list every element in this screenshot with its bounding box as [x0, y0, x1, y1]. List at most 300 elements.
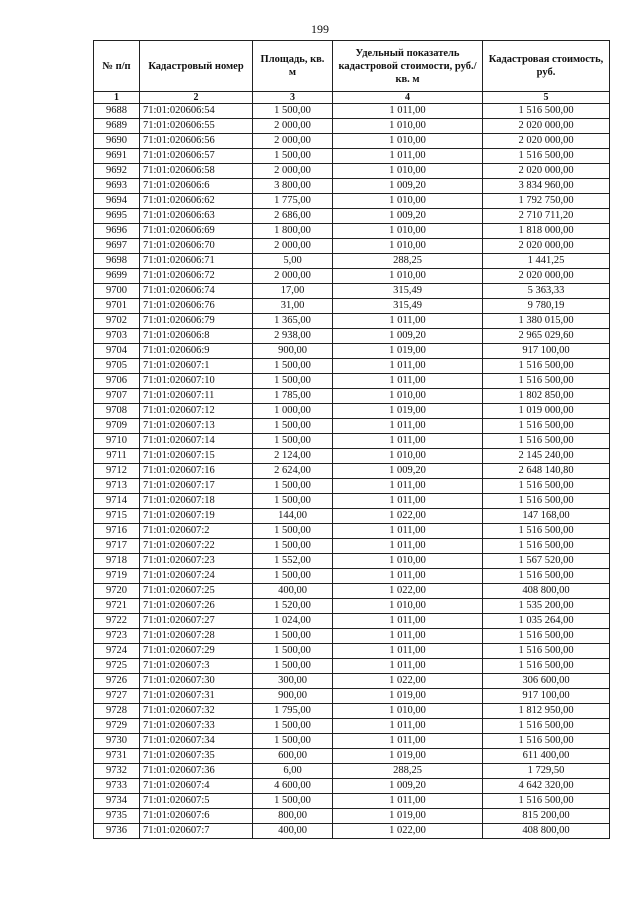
cell-row-number: 9692 — [94, 164, 140, 179]
cell-cadastral-value: 1 516 500,00 — [483, 434, 610, 449]
cell-cadastral-number: 71:01:020607:5 — [140, 794, 253, 809]
cell-row-number: 9734 — [94, 794, 140, 809]
cell-row-number: 9733 — [94, 779, 140, 794]
cell-specific-value: 1 009,20 — [333, 179, 483, 194]
cell-area: 2 000,00 — [253, 119, 333, 134]
cell-specific-value: 1 011,00 — [333, 149, 483, 164]
cell-row-number: 9701 — [94, 299, 140, 314]
table-row — [94, 284, 610, 299]
cell-cadastral-value: 1 516 500,00 — [483, 359, 610, 374]
table-row — [94, 134, 610, 149]
cell-area: 1 500,00 — [253, 644, 333, 659]
table-row — [94, 809, 610, 824]
cell-area: 4 600,00 — [253, 779, 333, 794]
cell-cadastral-value: 306 600,00 — [483, 674, 610, 689]
cell-specific-value: 1 010,00 — [333, 389, 483, 404]
cell-cadastral-value: 815 200,00 — [483, 809, 610, 824]
cell-area: 900,00 — [253, 344, 333, 359]
cell-row-number: 9690 — [94, 134, 140, 149]
table-row — [94, 344, 610, 359]
cell-row-number: 9700 — [94, 284, 140, 299]
table-row — [94, 674, 610, 689]
cell-row-number: 9694 — [94, 194, 140, 209]
table-row — [94, 359, 610, 374]
cell-area: 1 500,00 — [253, 719, 333, 734]
table-row — [94, 149, 610, 164]
cell-cadastral-value: 1 818 000,00 — [483, 224, 610, 239]
cell-cadastral-number: 71:01:020607:10 — [140, 374, 253, 389]
cell-cadastral-value: 1 516 500,00 — [483, 539, 610, 554]
table-row — [94, 614, 610, 629]
cell-specific-value: 1 011,00 — [333, 374, 483, 389]
cell-cadastral-number: 71:01:020606:79 — [140, 314, 253, 329]
cell-row-number: 9696 — [94, 224, 140, 239]
header-row-number: № п/п — [94, 41, 140, 92]
cell-area: 400,00 — [253, 824, 333, 839]
cell-area: 2 000,00 — [253, 134, 333, 149]
cell-area: 1 552,00 — [253, 554, 333, 569]
cell-specific-value: 1 010,00 — [333, 119, 483, 134]
cell-cadastral-value: 1 729,50 — [483, 764, 610, 779]
cell-area: 1 365,00 — [253, 314, 333, 329]
cell-cadastral-number: 71:01:020606:69 — [140, 224, 253, 239]
cell-area: 1 520,00 — [253, 599, 333, 614]
cell-specific-value: 1 010,00 — [333, 134, 483, 149]
header-cadastral-number: Кадастровый номер — [140, 41, 253, 92]
cell-cadastral-number: 71:01:020607:7 — [140, 824, 253, 839]
cell-row-number: 9727 — [94, 689, 140, 704]
cell-row-number: 9726 — [94, 674, 140, 689]
cell-area: 1 775,00 — [253, 194, 333, 209]
table-row — [94, 179, 610, 194]
table-row — [94, 734, 610, 749]
header-row — [94, 41, 610, 92]
cell-specific-value: 1 011,00 — [333, 569, 483, 584]
cell-cadastral-number: 71:01:020606:63 — [140, 209, 253, 224]
cell-cadastral-number: 71:01:020607:27 — [140, 614, 253, 629]
cell-specific-value: 1 009,20 — [333, 779, 483, 794]
cell-cadastral-number: 71:01:020607:16 — [140, 464, 253, 479]
cell-cadastral-value: 1 812 950,00 — [483, 704, 610, 719]
cell-row-number: 9689 — [94, 119, 140, 134]
cell-cadastral-number: 71:01:020607:23 — [140, 554, 253, 569]
table-row — [94, 464, 610, 479]
column-number: 4 — [333, 92, 483, 104]
cell-cadastral-value: 1 516 500,00 — [483, 149, 610, 164]
cell-cadastral-number: 71:01:020607:13 — [140, 419, 253, 434]
cell-specific-value: 1 011,00 — [333, 719, 483, 734]
table-row — [94, 224, 610, 239]
table-row — [94, 524, 610, 539]
cell-specific-value: 1 019,00 — [333, 809, 483, 824]
table-row — [94, 659, 610, 674]
table-row — [94, 104, 610, 119]
cell-cadastral-number: 71:01:020607:29 — [140, 644, 253, 659]
cell-row-number: 9698 — [94, 254, 140, 269]
cell-row-number: 9736 — [94, 824, 140, 839]
cell-specific-value: 1 019,00 — [333, 689, 483, 704]
table-header — [94, 41, 610, 104]
cell-row-number: 9735 — [94, 809, 140, 824]
cell-cadastral-number: 71:01:020606:56 — [140, 134, 253, 149]
cell-row-number: 9693 — [94, 179, 140, 194]
cell-cadastral-number: 71:01:020607:1 — [140, 359, 253, 374]
cell-specific-value: 1 010,00 — [333, 449, 483, 464]
cell-cadastral-value: 5 363,33 — [483, 284, 610, 299]
cell-row-number: 9711 — [94, 449, 140, 464]
table-row — [94, 629, 610, 644]
cell-specific-value: 1 011,00 — [333, 629, 483, 644]
cell-row-number: 9688 — [94, 104, 140, 119]
cell-cadastral-number: 71:01:020607:2 — [140, 524, 253, 539]
cell-cadastral-value: 2 145 240,00 — [483, 449, 610, 464]
cell-row-number: 9724 — [94, 644, 140, 659]
cell-specific-value: 288,25 — [333, 764, 483, 779]
header-cadastral-value: Кадастровая стоимость, руб. — [483, 41, 610, 92]
cell-area: 800,00 — [253, 809, 333, 824]
cell-row-number: 9718 — [94, 554, 140, 569]
column-number-row — [94, 92, 610, 104]
cell-area: 17,00 — [253, 284, 333, 299]
cell-cadastral-number: 71:01:020606:54 — [140, 104, 253, 119]
column-number: 3 — [253, 92, 333, 104]
cell-cadastral-value: 1 441,25 — [483, 254, 610, 269]
cell-cadastral-number: 71:01:020607:32 — [140, 704, 253, 719]
cell-cadastral-value: 1 516 500,00 — [483, 644, 610, 659]
table-row — [94, 209, 610, 224]
cell-cadastral-number: 71:01:020607:17 — [140, 479, 253, 494]
table-row — [94, 704, 610, 719]
table-row — [94, 419, 610, 434]
cell-area: 1 500,00 — [253, 419, 333, 434]
cell-specific-value: 1 011,00 — [333, 539, 483, 554]
column-number: 5 — [483, 92, 610, 104]
cell-cadastral-number: 71:01:020606:62 — [140, 194, 253, 209]
cell-cadastral-number: 71:01:020607:15 — [140, 449, 253, 464]
cell-specific-value: 1 010,00 — [333, 269, 483, 284]
cell-cadastral-value: 1 516 500,00 — [483, 374, 610, 389]
cell-area: 2 000,00 — [253, 269, 333, 284]
cell-specific-value: 1 010,00 — [333, 164, 483, 179]
cell-row-number: 9713 — [94, 479, 140, 494]
cell-cadastral-number: 71:01:020606:71 — [140, 254, 253, 269]
table-row — [94, 764, 610, 779]
cell-specific-value: 1 011,00 — [333, 419, 483, 434]
cell-area: 1 500,00 — [253, 794, 333, 809]
column-number: 2 — [140, 92, 253, 104]
cell-specific-value: 1 010,00 — [333, 239, 483, 254]
cell-area: 1 500,00 — [253, 479, 333, 494]
table-row — [94, 254, 610, 269]
cell-cadastral-number: 71:01:020606:58 — [140, 164, 253, 179]
cell-area: 1 500,00 — [253, 494, 333, 509]
cell-area: 144,00 — [253, 509, 333, 524]
table-row — [94, 779, 610, 794]
cell-area: 900,00 — [253, 689, 333, 704]
cell-specific-value: 1 010,00 — [333, 704, 483, 719]
cell-specific-value: 315,49 — [333, 284, 483, 299]
cell-cadastral-number: 71:01:020607:11 — [140, 389, 253, 404]
table-row — [94, 824, 610, 839]
cell-area: 3 800,00 — [253, 179, 333, 194]
cell-specific-value: 1 011,00 — [333, 614, 483, 629]
cell-cadastral-number: 71:01:020606:9 — [140, 344, 253, 359]
cell-cadastral-value: 408 800,00 — [483, 584, 610, 599]
table-row — [94, 164, 610, 179]
table-row — [94, 509, 610, 524]
table-row — [94, 689, 610, 704]
cell-cadastral-value: 1 516 500,00 — [483, 524, 610, 539]
header-specific-value: Удельный показатель кадастровой стоимости, руб./кв. м — [333, 41, 483, 92]
cell-area: 1 500,00 — [253, 629, 333, 644]
cell-cadastral-value: 1 516 500,00 — [483, 794, 610, 809]
cell-cadastral-value: 2 648 140,80 — [483, 464, 610, 479]
cell-row-number: 9709 — [94, 419, 140, 434]
cell-specific-value: 1 009,20 — [333, 329, 483, 344]
cell-cadastral-value: 408 800,00 — [483, 824, 610, 839]
cell-cadastral-value: 2 020 000,00 — [483, 164, 610, 179]
cell-cadastral-value: 1 516 500,00 — [483, 629, 610, 644]
column-number: 1 — [94, 92, 140, 104]
table-row — [94, 329, 610, 344]
cell-cadastral-value: 9 780,19 — [483, 299, 610, 314]
cell-row-number: 9722 — [94, 614, 140, 629]
cell-area: 31,00 — [253, 299, 333, 314]
cell-cadastral-number: 71:01:020606:70 — [140, 239, 253, 254]
table-row — [94, 584, 610, 599]
table-row — [94, 389, 610, 404]
cell-cadastral-value: 2 710 711,20 — [483, 209, 610, 224]
cell-cadastral-value: 1 516 500,00 — [483, 659, 610, 674]
table-row — [94, 599, 610, 614]
table-body — [94, 104, 610, 839]
cell-row-number: 9703 — [94, 329, 140, 344]
table-row — [94, 719, 610, 734]
cell-specific-value: 1 019,00 — [333, 749, 483, 764]
cell-cadastral-value: 1 019 000,00 — [483, 404, 610, 419]
cell-row-number: 9732 — [94, 764, 140, 779]
cell-row-number: 9725 — [94, 659, 140, 674]
table-row — [94, 569, 610, 584]
cell-row-number: 9695 — [94, 209, 140, 224]
table-row — [94, 299, 610, 314]
cell-row-number: 9708 — [94, 404, 140, 419]
cell-cadastral-value: 2 965 029,60 — [483, 329, 610, 344]
cell-cadastral-value: 1 516 500,00 — [483, 479, 610, 494]
cell-area: 5,00 — [253, 254, 333, 269]
cell-cadastral-value: 2 020 000,00 — [483, 239, 610, 254]
cell-cadastral-value: 1 516 500,00 — [483, 719, 610, 734]
cell-area: 2 000,00 — [253, 239, 333, 254]
cell-row-number: 9715 — [94, 509, 140, 524]
cell-cadastral-value: 611 400,00 — [483, 749, 610, 764]
table-row — [94, 449, 610, 464]
cell-cadastral-number: 71:01:020607:12 — [140, 404, 253, 419]
table-row — [94, 404, 610, 419]
cell-area: 1 000,00 — [253, 404, 333, 419]
cell-specific-value: 1 022,00 — [333, 584, 483, 599]
cell-cadastral-value: 1 380 015,00 — [483, 314, 610, 329]
cell-cadastral-value: 1 802 850,00 — [483, 389, 610, 404]
table-row — [94, 374, 610, 389]
cell-area: 1 500,00 — [253, 524, 333, 539]
cell-area: 2 624,00 — [253, 464, 333, 479]
cell-specific-value: 1 009,20 — [333, 209, 483, 224]
cell-row-number: 9699 — [94, 269, 140, 284]
cell-cadastral-number: 71:01:020607:35 — [140, 749, 253, 764]
table-row — [94, 239, 610, 254]
cell-row-number: 9707 — [94, 389, 140, 404]
cell-specific-value: 1 010,00 — [333, 224, 483, 239]
cell-specific-value: 1 011,00 — [333, 734, 483, 749]
cell-area: 1 800,00 — [253, 224, 333, 239]
cell-specific-value: 1 010,00 — [333, 554, 483, 569]
page-number: 199 — [311, 22, 329, 36]
table-row — [94, 119, 610, 134]
table-row — [94, 479, 610, 494]
cell-cadastral-value: 147 168,00 — [483, 509, 610, 524]
table-row — [94, 434, 610, 449]
table-row — [94, 314, 610, 329]
cell-specific-value: 1 019,00 — [333, 344, 483, 359]
cell-row-number: 9697 — [94, 239, 140, 254]
header-area: Площадь, кв. м — [253, 41, 333, 92]
cell-cadastral-number: 71:01:020607:22 — [140, 539, 253, 554]
cell-specific-value: 1 011,00 — [333, 314, 483, 329]
cell-area: 1 785,00 — [253, 389, 333, 404]
cell-row-number: 9720 — [94, 584, 140, 599]
cell-cadastral-number: 71:01:020607:3 — [140, 659, 253, 674]
cell-specific-value: 1 010,00 — [333, 599, 483, 614]
table-row — [94, 494, 610, 509]
cell-area: 2 124,00 — [253, 449, 333, 464]
cell-row-number: 9728 — [94, 704, 140, 719]
cell-specific-value: 1 009,20 — [333, 464, 483, 479]
cell-cadastral-number: 71:01:020606:57 — [140, 149, 253, 164]
cell-area: 1 500,00 — [253, 359, 333, 374]
cell-cadastral-number: 71:01:020606:55 — [140, 119, 253, 134]
cell-row-number: 9729 — [94, 719, 140, 734]
cell-specific-value: 1 011,00 — [333, 494, 483, 509]
cell-cadastral-number: 71:01:020607:31 — [140, 689, 253, 704]
cell-specific-value: 1 022,00 — [333, 674, 483, 689]
cell-area: 2 686,00 — [253, 209, 333, 224]
cell-cadastral-number: 71:01:020607:4 — [140, 779, 253, 794]
cell-area: 6,00 — [253, 764, 333, 779]
cell-cadastral-value: 2 020 000,00 — [483, 269, 610, 284]
cell-row-number: 9714 — [94, 494, 140, 509]
table-row — [94, 794, 610, 809]
cell-row-number: 9730 — [94, 734, 140, 749]
cadastral-table — [93, 40, 610, 839]
cell-cadastral-value: 1 567 520,00 — [483, 554, 610, 569]
cell-specific-value: 1 019,00 — [333, 404, 483, 419]
cell-specific-value: 1 011,00 — [333, 644, 483, 659]
cell-cadastral-number: 71:01:020606:72 — [140, 269, 253, 284]
cell-specific-value: 1 011,00 — [333, 659, 483, 674]
cell-area: 1 795,00 — [253, 704, 333, 719]
cell-area: 1 500,00 — [253, 149, 333, 164]
cell-cadastral-number: 71:01:020607:24 — [140, 569, 253, 584]
cell-cadastral-number: 71:01:020606:74 — [140, 284, 253, 299]
cell-area: 1 024,00 — [253, 614, 333, 629]
cell-cadastral-number: 71:01:020607:19 — [140, 509, 253, 524]
cell-area: 1 500,00 — [253, 104, 333, 119]
cell-area: 1 500,00 — [253, 434, 333, 449]
cell-specific-value: 1 011,00 — [333, 359, 483, 374]
cell-cadastral-value: 1 516 500,00 — [483, 419, 610, 434]
cell-cadastral-number: 71:01:020607:26 — [140, 599, 253, 614]
cell-cadastral-number: 71:01:020607:30 — [140, 674, 253, 689]
cell-row-number: 9702 — [94, 314, 140, 329]
cell-row-number: 9723 — [94, 629, 140, 644]
cell-cadastral-number: 71:01:020607:34 — [140, 734, 253, 749]
cell-cadastral-value: 1 516 500,00 — [483, 569, 610, 584]
cell-row-number: 9705 — [94, 359, 140, 374]
cell-row-number: 9704 — [94, 344, 140, 359]
cell-cadastral-value: 3 834 960,00 — [483, 179, 610, 194]
cell-cadastral-number: 71:01:020607:25 — [140, 584, 253, 599]
cell-row-number: 9691 — [94, 149, 140, 164]
cell-specific-value: 1 011,00 — [333, 104, 483, 119]
cell-area: 2 000,00 — [253, 164, 333, 179]
cell-area: 1 500,00 — [253, 569, 333, 584]
cell-specific-value: 1 011,00 — [333, 479, 483, 494]
cell-area: 1 500,00 — [253, 539, 333, 554]
cell-cadastral-number: 71:01:020606:76 — [140, 299, 253, 314]
cell-cadastral-number: 71:01:020607:33 — [140, 719, 253, 734]
cell-area: 1 500,00 — [253, 374, 333, 389]
cell-cadastral-number: 71:01:020607:18 — [140, 494, 253, 509]
cell-area: 400,00 — [253, 584, 333, 599]
cell-specific-value: 288,25 — [333, 254, 483, 269]
cell-cadastral-number: 71:01:020607:6 — [140, 809, 253, 824]
cell-area: 2 938,00 — [253, 329, 333, 344]
cell-specific-value: 1 010,00 — [333, 194, 483, 209]
cell-specific-value: 1 011,00 — [333, 794, 483, 809]
cell-row-number: 9721 — [94, 599, 140, 614]
cell-area: 600,00 — [253, 749, 333, 764]
table-row — [94, 269, 610, 284]
cell-specific-value: 1 011,00 — [333, 434, 483, 449]
cell-row-number: 9719 — [94, 569, 140, 584]
table-row — [94, 539, 610, 554]
cell-cadastral-number: 71:01:020607:36 — [140, 764, 253, 779]
cell-row-number: 9716 — [94, 524, 140, 539]
cell-cadastral-value: 4 642 320,00 — [483, 779, 610, 794]
table-row — [94, 644, 610, 659]
cell-cadastral-number: 71:01:020606:6 — [140, 179, 253, 194]
cell-specific-value: 315,49 — [333, 299, 483, 314]
cell-cadastral-value: 2 020 000,00 — [483, 134, 610, 149]
cell-specific-value: 1 022,00 — [333, 824, 483, 839]
cell-cadastral-value: 1 792 750,00 — [483, 194, 610, 209]
cell-cadastral-value: 917 100,00 — [483, 344, 610, 359]
table-row — [94, 194, 610, 209]
cell-area: 1 500,00 — [253, 659, 333, 674]
cell-cadastral-value: 917 100,00 — [483, 689, 610, 704]
cell-cadastral-value: 1 535 200,00 — [483, 599, 610, 614]
table-row — [94, 554, 610, 569]
cell-cadastral-value: 2 020 000,00 — [483, 119, 610, 134]
cell-cadastral-value: 1 516 500,00 — [483, 494, 610, 509]
cell-row-number: 9706 — [94, 374, 140, 389]
cell-cadastral-number: 71:01:020607:28 — [140, 629, 253, 644]
cell-row-number: 9712 — [94, 464, 140, 479]
cell-cadastral-value: 1 516 500,00 — [483, 104, 610, 119]
table-row — [94, 749, 610, 764]
cell-cadastral-number: 71:01:020607:14 — [140, 434, 253, 449]
